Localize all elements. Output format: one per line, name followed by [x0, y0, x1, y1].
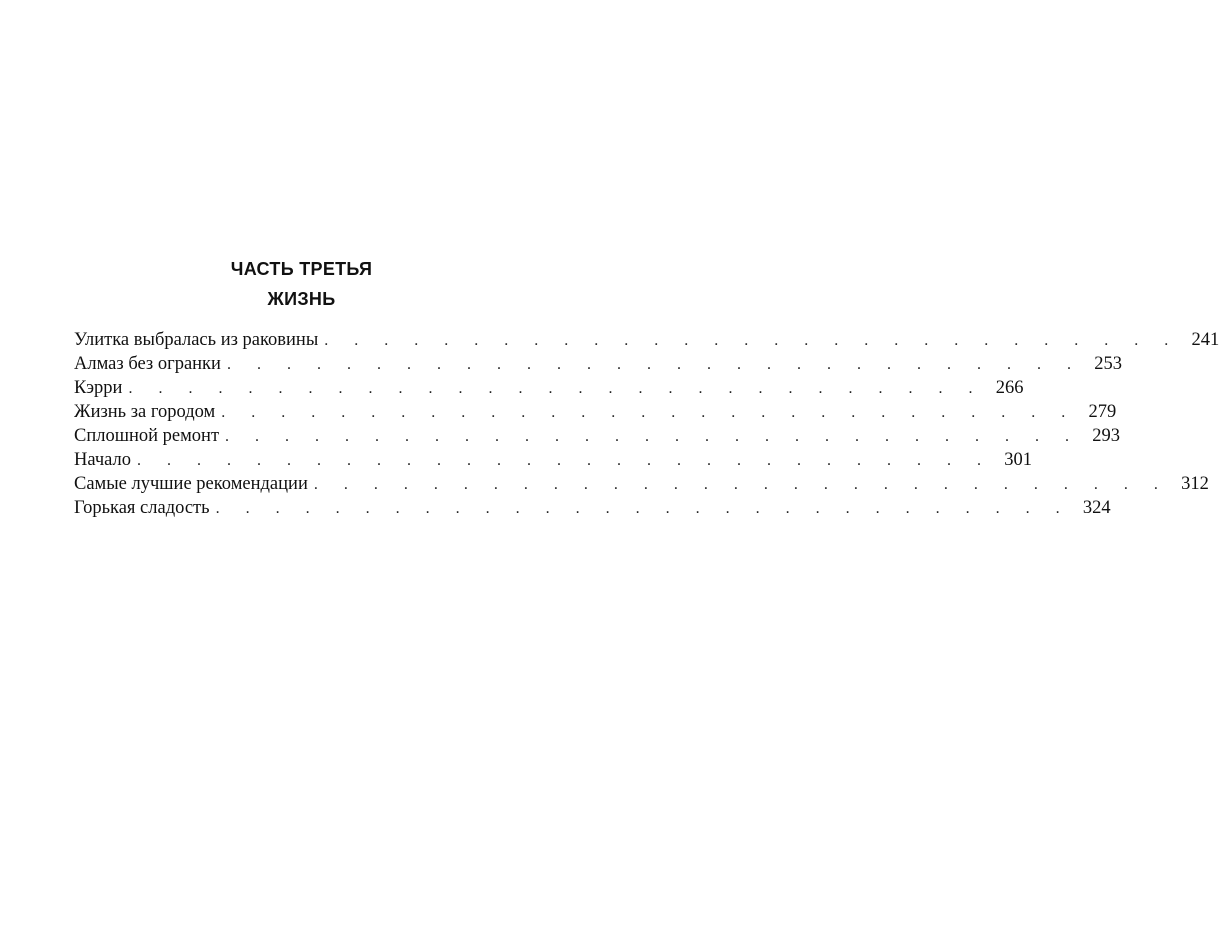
toc-dot-leader: . . . . . . . . . . . . . . . . . . . . . . . . . . . . . — [221, 404, 1077, 421]
toc-entry[interactable] — [74, 352, 1122, 376]
toc-entry[interactable] — [74, 400, 1117, 424]
toc-dot-leader: . . . . . . . . . . . . . . . . . . . . . . . . . . . . . — [137, 452, 992, 469]
toc-entry-title: Сплошной ремонт — [74, 426, 220, 446]
toc-entry-page: 266 — [995, 378, 1024, 398]
toc-entry-page: 312 — [1181, 474, 1209, 494]
toc-entry[interactable] — [74, 472, 1209, 496]
part-heading: ЧАСТЬ ТРЕТЬЯ — [230, 259, 373, 279]
toc-entry-page: 324 — [1082, 498, 1111, 518]
toc-entry-page: 253 — [1094, 354, 1122, 374]
toc-entry-title: Самые лучшие рекомендации — [74, 474, 308, 494]
toc-entry-title: Начало — [74, 450, 131, 470]
toc-entry[interactable] — [74, 424, 1121, 448]
toc-entry[interactable] — [74, 496, 1111, 520]
toc-entry-page: 301 — [1004, 450, 1032, 470]
toc-entry[interactable] — [74, 376, 1024, 400]
toc-dot-leader: . . . . . . . . . . . . . . . . . . . . . . . . . . . . . — [225, 428, 1081, 445]
toc-entry-title: Жизнь за городом — [74, 402, 216, 422]
table-of-contents — [74, 328, 1219, 520]
toc-entry[interactable] — [74, 328, 1219, 352]
toc-entry-page: 241 — [1191, 330, 1219, 350]
toc-entry-title: Кэрри — [74, 378, 123, 398]
toc-dot-leader: . . . . . . . . . . . . . . . . . . . . . . . . . . . . . — [313, 476, 1169, 493]
toc-entry-page: 279 — [1088, 402, 1117, 422]
toc-entry[interactable] — [74, 448, 1032, 472]
toc-entry-title: Горькая сладость — [74, 498, 210, 518]
toc-entry-page: 293 — [1092, 426, 1121, 446]
toc-entry-title: Алмаз без огранки — [74, 354, 221, 374]
toc-dot-leader: . . . . . . . . . . . . . . . . . . . . . . . . . . . . . — [226, 356, 1082, 373]
toc-dot-leader: . . . . . . . . . . . . . . . . . . . . . . . . . . . . . — [215, 500, 1071, 517]
toc-dot-leader: . . . . . . . . . . . . . . . . . . . . . . . . . . . . . — [324, 332, 1180, 349]
part-name: ЖИЗНЬ — [267, 289, 336, 309]
toc-entry-title: Улитка выбралась из раковины — [74, 330, 319, 350]
toc-dot-leader: . . . . . . . . . . . . . . . . . . . . . . . . . . . . . — [128, 380, 984, 397]
